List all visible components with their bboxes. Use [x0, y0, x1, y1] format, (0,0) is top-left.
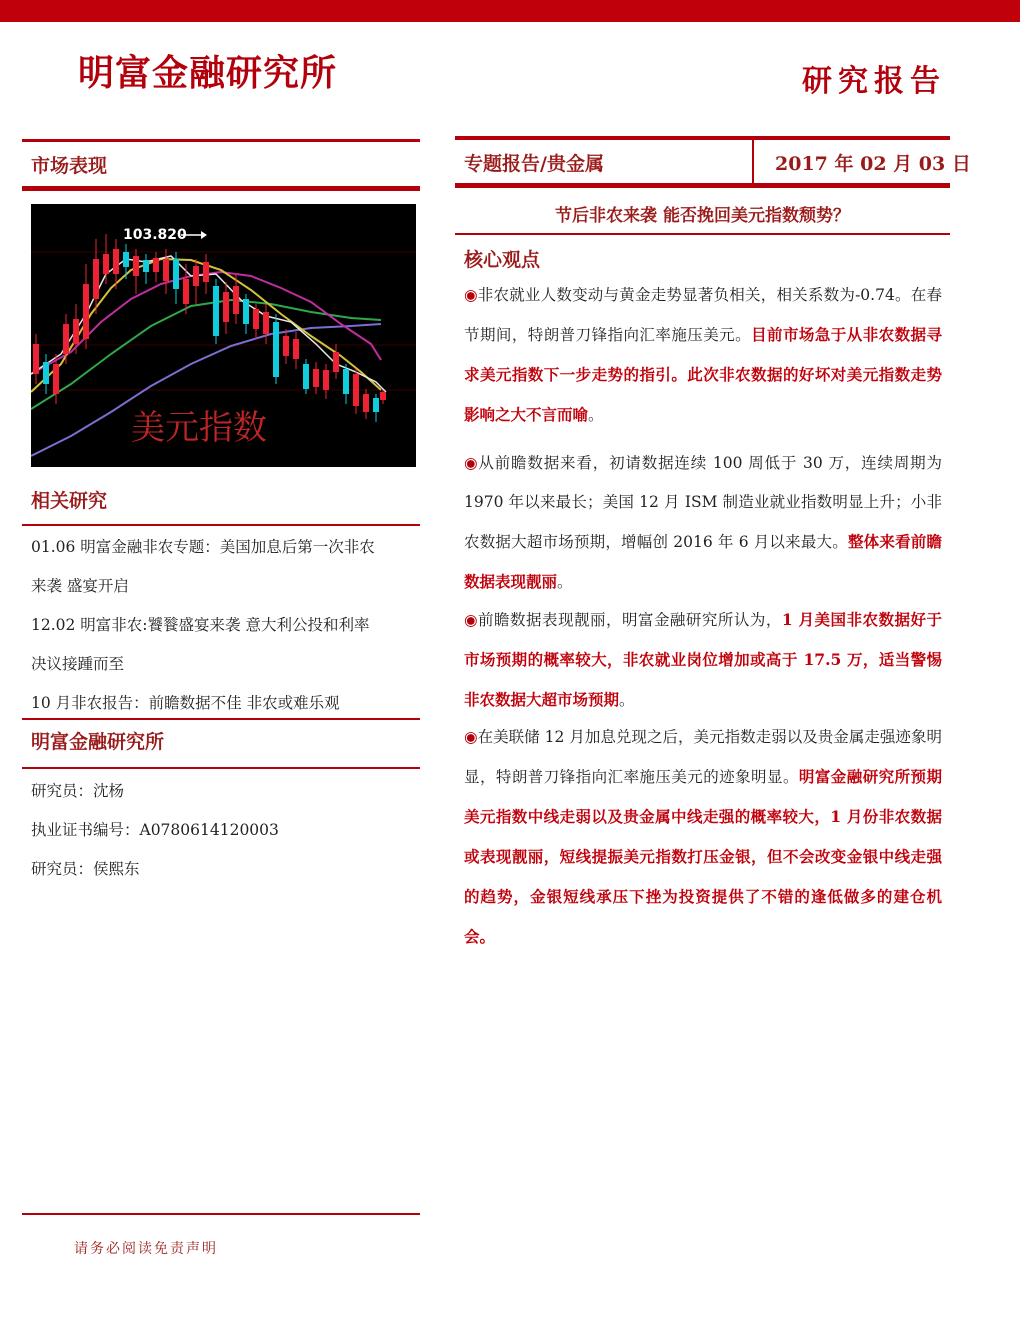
core-paragraph-2	[464, 444, 942, 602]
divider	[22, 524, 420, 526]
divider	[455, 233, 950, 235]
institute-logo: 明富金融研究所	[78, 53, 338, 94]
candle	[33, 334, 39, 384]
bullet-icon: ◉	[464, 286, 478, 304]
candles	[33, 234, 386, 422]
candle	[173, 252, 179, 304]
core-view-title: 核心观点	[464, 249, 541, 271]
divider	[455, 136, 950, 140]
report-category: 专题报告/贵金属	[464, 153, 604, 175]
p1-highlight: 目前市场急于从非农数据寻求美元指数下一步走势的指引。此次非农数据的好坏对美元指数走势影响之大不言而喻	[464, 325, 942, 424]
report-headline: 节后非农来袭 能否挽回美元指数颓势？	[555, 206, 850, 226]
candle	[103, 234, 109, 284]
related-item[interactable]: 01.06 明富金融非农专题：美国加息后第一次非农	[31, 538, 375, 556]
chart-overlay-label: 美元指数	[131, 408, 267, 448]
researcher-line: 执业证书编号：A0780614120003	[31, 821, 279, 839]
related-research-title: 相关研究	[31, 490, 108, 512]
divider	[22, 186, 420, 191]
p2-end: 。	[557, 573, 573, 591]
candle	[83, 264, 89, 349]
report-type-label: 研究报告	[802, 64, 946, 99]
candle	[313, 362, 319, 394]
footer-divider	[22, 1213, 420, 1215]
chart-peak-label: 103.820	[123, 227, 187, 243]
candle	[363, 389, 369, 419]
candle	[93, 239, 99, 314]
p2-highlight: 整体来看前瞻数据表现靓丽	[464, 532, 942, 591]
p4-text: 在美联储 12 月加息兑现之后，美元指数走弱以及贵金属走强迹象明显，特朗普刀锋指向汇率施压美元的迹象明显。	[464, 728, 942, 786]
candle	[223, 282, 229, 334]
researcher-list	[31, 772, 421, 889]
usd-index-chart	[31, 204, 416, 467]
divider	[455, 183, 950, 188]
p1-end: 。	[588, 406, 604, 424]
market-section-title: 市场表现	[31, 155, 108, 177]
core-paragraph-1	[464, 276, 942, 435]
candle	[333, 344, 339, 379]
candle	[343, 364, 349, 404]
candle	[253, 304, 259, 339]
candle	[203, 254, 209, 294]
peak-arrowhead	[201, 231, 207, 239]
p2-text: 从前瞻数据来看，初请数据连续 100 周低于 30 万，连续周期为 1970 年以来最长；美国 12 月 ISM 制造业就业指数明显上升；小非农数据大超市场预期，增幅创 2016 年 6 月以来最大。	[464, 454, 942, 551]
candle	[213, 279, 219, 344]
candle	[353, 369, 359, 414]
core-paragraph-3	[464, 600, 942, 720]
candle	[373, 394, 379, 422]
candle	[273, 314, 279, 384]
researcher-line: 研究员：侯熙东	[31, 860, 140, 878]
candle	[193, 259, 199, 304]
divider	[22, 767, 420, 769]
candle	[73, 304, 79, 354]
related-item[interactable]: 12.02 明富非农:饕餮盛宴来袭 意大利公投和利率	[31, 616, 370, 634]
candle	[133, 249, 139, 294]
report-date: 2017 年 02 月 03 日	[775, 153, 971, 175]
p3-highlight: 1 月美国非农数据好于市场预期的概率较大，非农就业岗位增加或高于 17.5 万，适当警惕非农数据大超市场预期	[464, 610, 942, 709]
candle	[283, 329, 289, 364]
candle	[293, 332, 299, 369]
candlestick-chart	[31, 204, 416, 467]
bullet-icon: ◉	[464, 454, 479, 472]
researcher-line: 研究员：沈杨	[31, 782, 125, 800]
p3-text: 前瞻数据表现靓丽，明富金融研究所认为，	[478, 611, 782, 629]
related-research-list	[31, 528, 421, 723]
divider	[22, 718, 420, 720]
institute-section-title: 明富金融研究所	[31, 731, 165, 753]
divider	[22, 139, 420, 142]
top-red-bar	[0, 0, 1020, 22]
candle	[323, 364, 329, 399]
p4-highlight: 明富金融研究所预期美元指数中线走弱以及贵金属中线走强的概率较大，1 月份非农数据或表现靓丽，短线提振美元指数打压金银，但不会改变金银中线走强的趋势，金银短线承压下挫为投资提供了不错的逢低做多的建仓机会。	[464, 767, 942, 946]
p3-end: 。	[619, 691, 635, 709]
candle	[303, 359, 309, 394]
related-item[interactable]: 来袭 盛宴开启	[31, 577, 129, 595]
candle	[380, 390, 386, 404]
bullet-icon: ◉	[464, 728, 478, 746]
candle	[43, 354, 49, 394]
disclaimer-text: 请务必阅读免责声明	[74, 1241, 218, 1257]
candle	[143, 254, 149, 284]
bullet-icon: ◉	[464, 611, 479, 629]
related-item[interactable]: 10 月非农报告：前瞻数据不佳 非农或难乐观	[31, 694, 340, 712]
candle	[243, 294, 249, 334]
candle	[153, 252, 159, 282]
candle	[163, 249, 169, 294]
candle	[263, 304, 269, 344]
core-paragraph-4	[464, 718, 942, 957]
p1-text: 非农就业人数变动与黄金走势显著负相关，相关系数为-0.74。在春节期间，特朗普刀锋指向汇率施压美元。	[464, 286, 942, 344]
related-item[interactable]: 决议接踵而至	[31, 655, 125, 673]
vertical-divider	[752, 140, 754, 183]
